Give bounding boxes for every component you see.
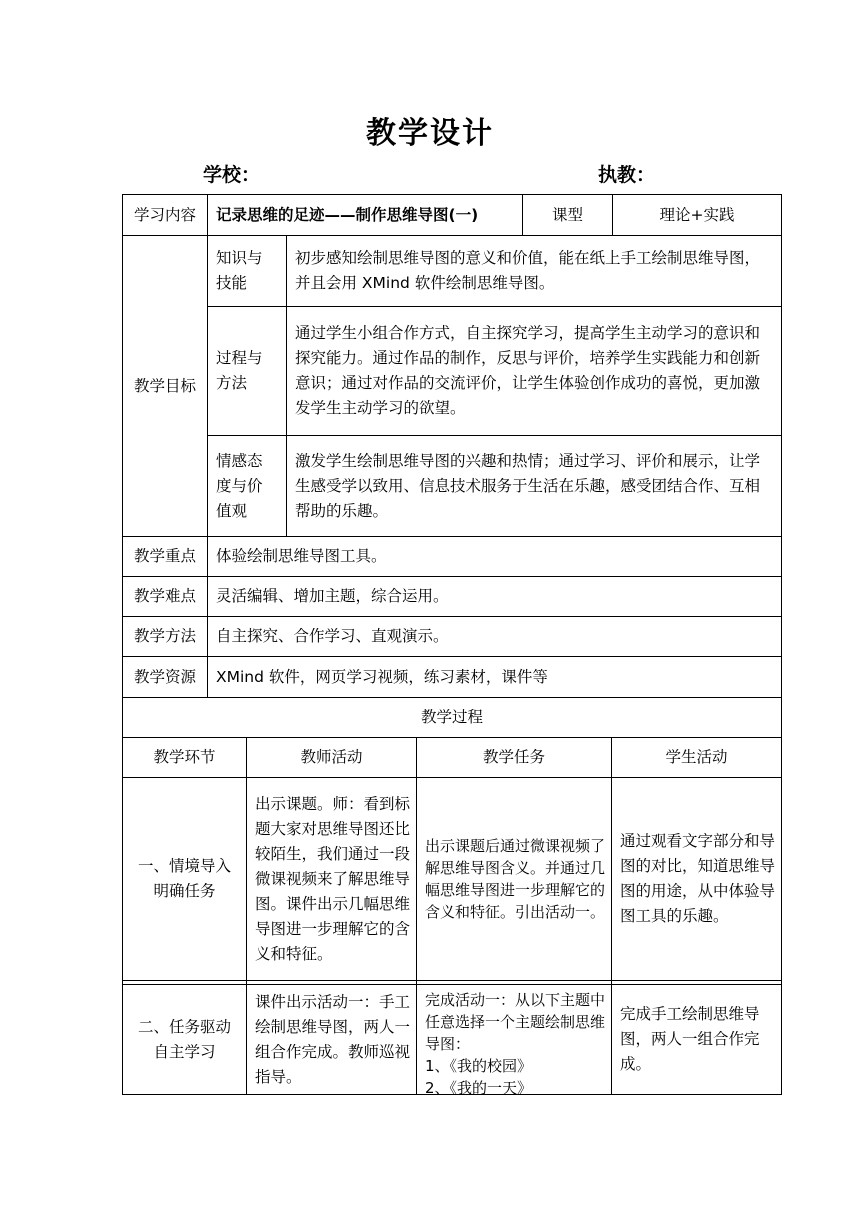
process-title: 教学过程 <box>420 708 483 726</box>
goal-label-knowledge: 知识与技能 <box>216 249 263 292</box>
step-1-task: 出示课题后通过微课视频了解思维导图含义。并通过几幅思维导图进一步理解它的含义和特征。引出活动一。 <box>425 837 606 921</box>
step-2-task-intro: 完成活动一：从以下主题中任意选择一个主题绘制思维导图： <box>425 991 606 1053</box>
content-value: 记录思维的足迹——制作思维导图(一) <box>216 205 479 224</box>
step-1-teacher: 出示课题。师：看到标题大家对思维导图还比较陌生，我们通过一段微课视频来了解思维导图。课件出示几幅思维导图进一步理解它的含义和特征。 <box>255 794 411 963</box>
goal-label-process: 过程与方法 <box>216 349 263 392</box>
method-value: 自主探究、合作学习、直观演示。 <box>216 627 449 645</box>
teacher-label: 执教： <box>598 164 656 186</box>
type-value: 理论+实践 <box>659 205 735 224</box>
step-2-teacher: 课件出示活动一：手工绘制思维导图，两人一组合作完成。教师巡视指导。 <box>255 992 411 1086</box>
school-label: 学校： <box>203 164 261 186</box>
step-2-stage: 二、任务驱动自主学习 <box>137 1017 231 1061</box>
step-1-student: 通过观看文字部分和导图的对比，知道思维导图的用途，从中体验导图工具的乐趣。 <box>620 832 776 925</box>
goal-text-process: 通过学生小组合作方式，自主探究学习，提高学生主动学习的意识和探究能力。通过作品的制作，反思与评价，培养学生实践能力和创新意识；通过对作品的交流评价，让学生体验创作成功的喜悦，更加激发学生主动学习的欲望。 <box>295 324 761 417</box>
resource-label: 教学资源 <box>133 667 196 686</box>
key-point-label: 教学重点 <box>133 547 196 565</box>
difficulty-label: 教学难点 <box>133 587 196 605</box>
step-2-task <box>417 985 611 1097</box>
process-header-teacher: 教师活动 <box>300 748 363 766</box>
goal-label-emotion: 情感态度与价值观 <box>216 451 263 520</box>
content-label: 学习内容 <box>133 205 196 224</box>
page-title: 教学设计 <box>366 116 494 151</box>
resource-value: XMind 软件，网页学习视频，练习素材，课件等 <box>216 667 548 686</box>
goals-label: 教学目标 <box>133 376 196 395</box>
step-1-stage: 一、情境导入明确任务 <box>137 857 231 900</box>
goal-text-emotion: 激发学生绘制思维导图的兴趣和热情；通过学习、评价和展示，让学生感受学以致用、信息技术服务于生活在乐趣，感受团结合作、互相帮助的乐趣。 <box>295 451 761 520</box>
step-2-task-item-1: 1、《我的校园》 <box>425 1057 533 1075</box>
key-point-value: 体验绘制思维导图工具。 <box>216 547 387 565</box>
type-label: 课型 <box>551 205 583 224</box>
method-label: 教学方法 <box>133 627 196 645</box>
difficulty-value: 灵活编辑、增加主题，综合运用。 <box>216 587 449 605</box>
step-2-task-item-2: 2、《我的一天》 <box>425 1079 533 1097</box>
process-header-stage: 教学环节 <box>153 748 216 766</box>
step-2-student: 完成手工绘制思维导图，两人一组合作完成。 <box>620 1005 760 1073</box>
goal-text-knowledge: 初步感知绘制思维导图的意义和价值，能在纸上手工绘制思维导图，并且会用 XMind 软件绘制思维导图。 <box>295 249 761 292</box>
process-header-task: 教学任务 <box>482 748 545 766</box>
process-header-student: 学生活动 <box>665 748 728 766</box>
